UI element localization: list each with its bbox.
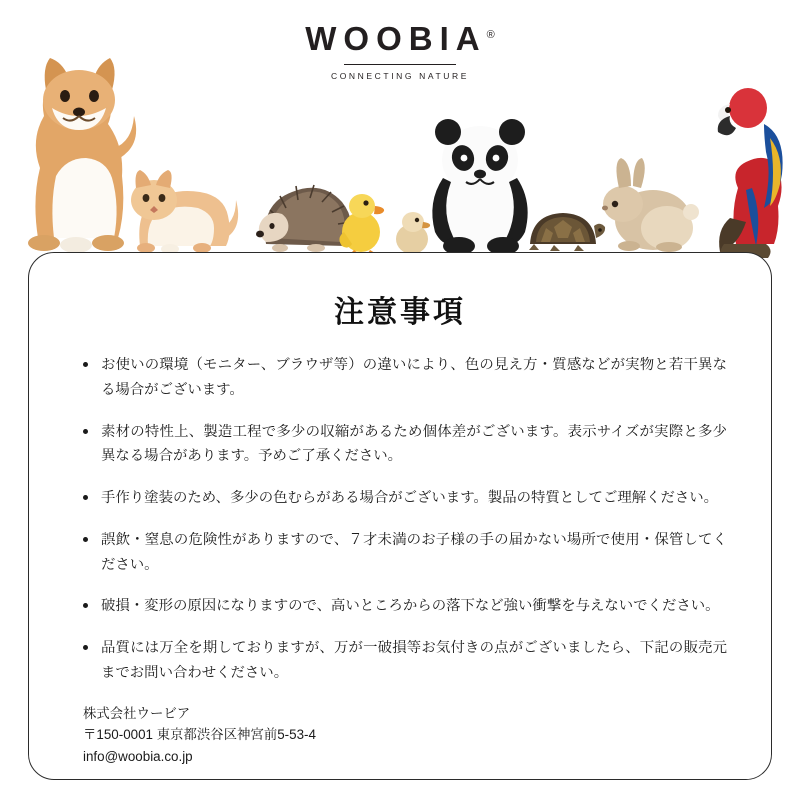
logo-divider (344, 64, 456, 65)
contact-block (63, 703, 737, 768)
brand-tagline: CONNECTING NATURE (330, 71, 469, 81)
tortoise-figure (520, 198, 606, 258)
company-email[interactable]: info@woobia.co.jp (83, 749, 193, 765)
brand-logo (0, 22, 800, 81)
duckling-figure (330, 186, 392, 258)
list-item: 破損・変形の原因になりますので、高いところからの落下など強い衝撃を与えないでください。 (81, 594, 727, 619)
macaw-parrot-figure (690, 68, 800, 258)
cat-figure (118, 148, 248, 258)
list-item: 誤飲・窒息の危険性がありますので、７才未満のお子様の手の届かない場所で使用・保管してください。 (81, 528, 727, 578)
list-item: 品質には万全を期しておりますが、万が一破損等お気付きの点がございましたら、下記の販売元までお問い合わせください。 (81, 636, 727, 686)
company-name: 株式会社ウービア (83, 705, 191, 721)
list-item: 手作り塗装のため、多少の色むらがある場合がございます。製品の特質としてご理解ください。 (81, 486, 727, 511)
brand-name (305, 22, 494, 55)
notice-card (28, 252, 772, 780)
list-item: 素材の特性上、製造工程で多少の収縮があるため個体差がございます。表示サイズが実際と多少異なる場合があります。予めご了承ください。 (81, 420, 727, 470)
company-address: 〒150-0001 東京都渋谷区神宮前5-53-4 (83, 727, 316, 743)
page-title: 注意事項 (334, 296, 466, 329)
list-item: お使いの環境（モニター、ブラウザ等）の違いにより、色の見え方・質感などが実物と若干異なる場合がございます。 (81, 353, 727, 403)
notice-list (63, 353, 737, 686)
brand-name-text: WOOBIA (305, 20, 487, 57)
rabbit-figure (595, 148, 705, 258)
registered-trademark-icon: ® (486, 29, 495, 41)
